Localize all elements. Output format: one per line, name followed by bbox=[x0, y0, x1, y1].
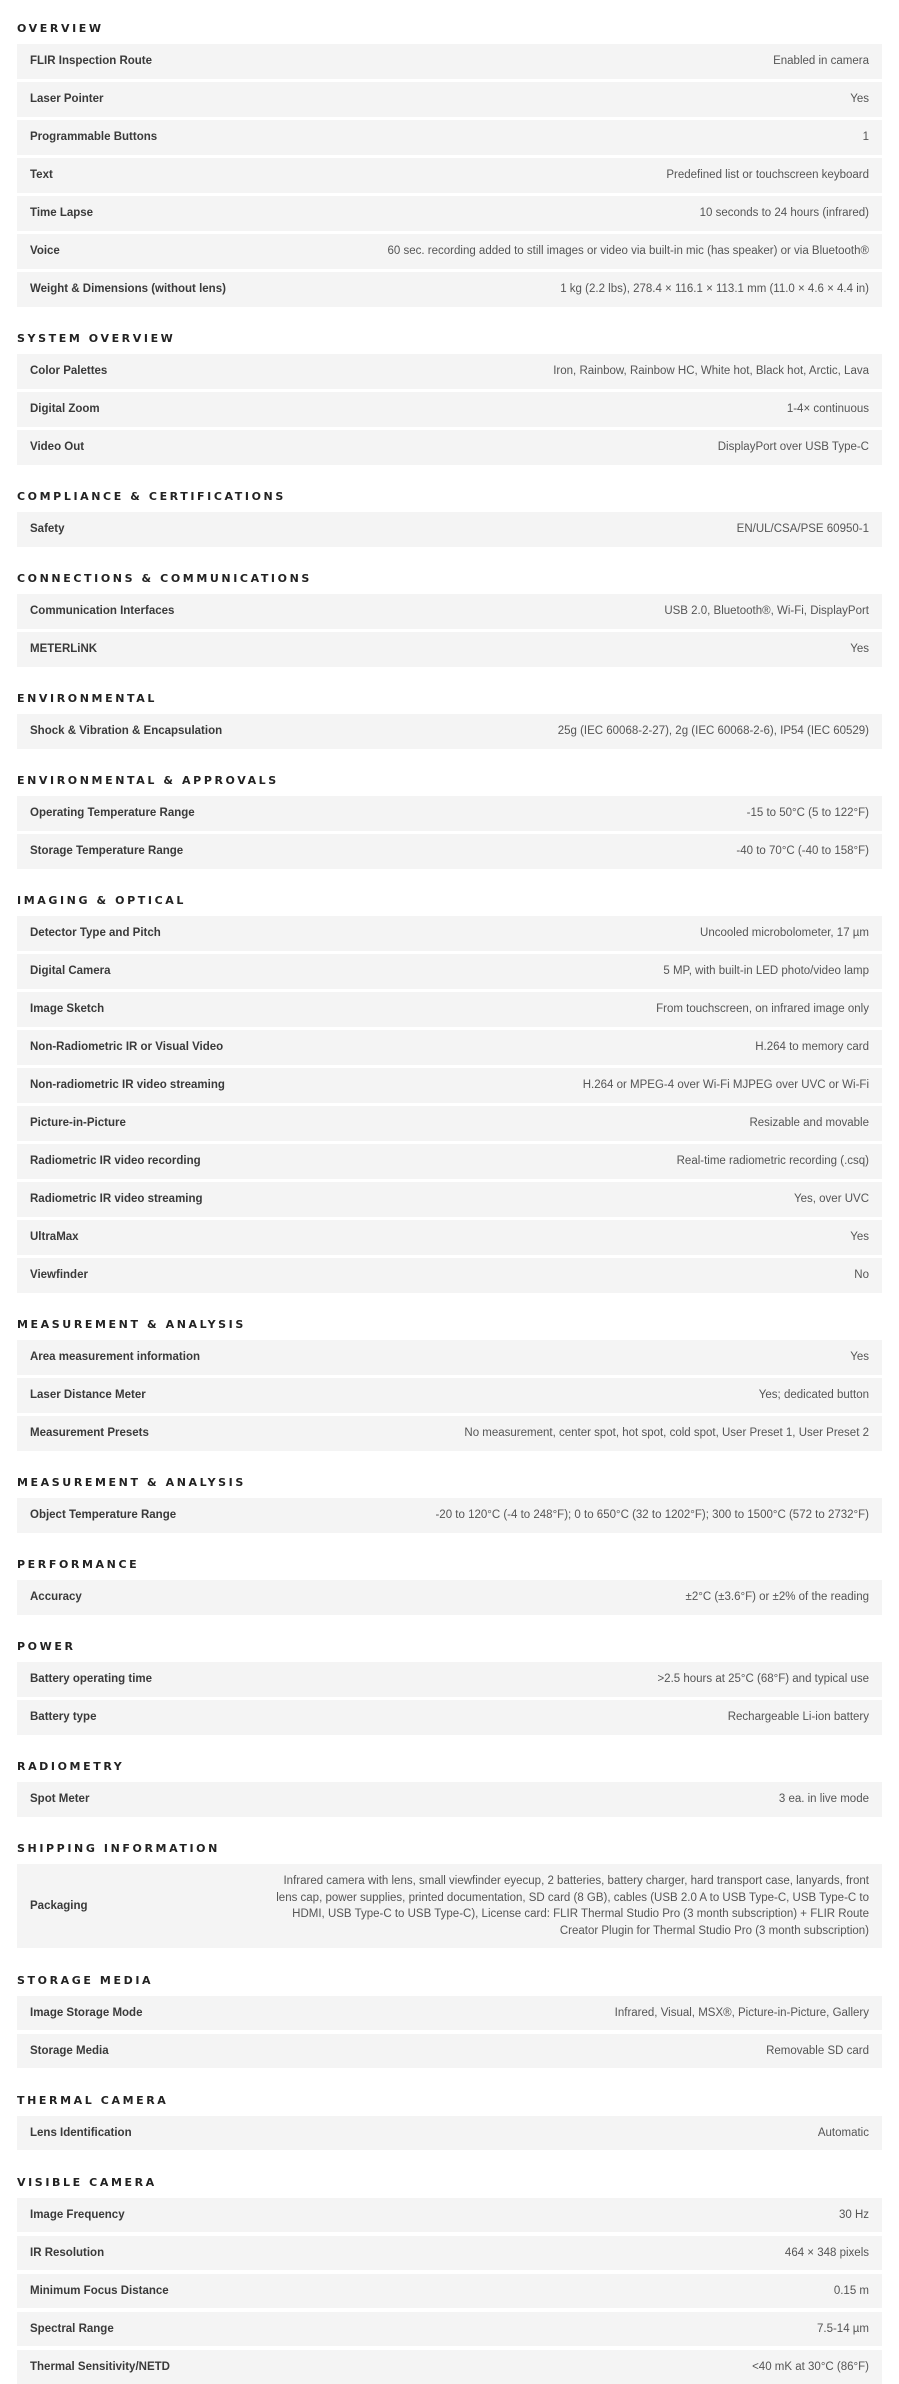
spec-section-connections-and-communications bbox=[17, 550, 882, 667]
spec-label: FLIR Inspection Route bbox=[30, 46, 152, 76]
spec-value: 5 MP, with built-in LED photo/video lamp bbox=[111, 954, 869, 989]
spec-value: EN/UL/CSA/PSE 60950-1 bbox=[65, 512, 869, 547]
spec-label: Packaging bbox=[30, 1891, 88, 1921]
spec-row-programmable-buttons bbox=[17, 120, 882, 155]
spec-label: Text bbox=[30, 160, 53, 190]
spec-value: 1 kg (2.2 lbs), 278.4 × 116.1 × 113.1 mm (11.0 × 4.6 × 4.4 in) bbox=[226, 272, 869, 307]
spec-label: Area measurement information bbox=[30, 1342, 200, 1372]
spec-row-radiometric-ir-video-recording bbox=[17, 1144, 882, 1179]
spec-row-laser-pointer bbox=[17, 82, 882, 117]
section-title: SYSTEM OVERVIEW bbox=[17, 310, 882, 354]
spec-value: >2.5 hours at 25°C (68°F) and typical use bbox=[152, 1662, 869, 1697]
spec-value: DisplayPort over USB Type-C bbox=[84, 430, 869, 465]
spec-value: Automatic bbox=[132, 2116, 869, 2151]
spec-row-meterlink bbox=[17, 632, 882, 667]
spec-section-shipping-information bbox=[17, 1820, 882, 1948]
spec-value: Enabled in camera bbox=[152, 44, 869, 79]
spec-value: 1 bbox=[157, 120, 869, 155]
spec-section-thermal-camera bbox=[17, 2072, 882, 2151]
spec-label: Minimum Focus Distance bbox=[30, 2276, 169, 2306]
spec-row-lens-identification bbox=[17, 2116, 882, 2151]
spec-row-image-storage-mode bbox=[17, 1996, 882, 2031]
spec-label: Accuracy bbox=[30, 1582, 82, 1612]
spec-value: 7.5-14 µm bbox=[114, 2312, 869, 2347]
spec-value: Yes, over UVC bbox=[203, 1182, 869, 1217]
spec-value: 1-4× continuous bbox=[100, 392, 869, 427]
spec-label: METERLiNK bbox=[30, 634, 97, 664]
spec-value: Real-time radiometric recording (.csq) bbox=[201, 1144, 869, 1179]
spec-value: Infrared, Visual, MSX®, Picture-in-Picture, Gallery bbox=[142, 1996, 869, 2031]
spec-section-performance bbox=[17, 1536, 882, 1615]
spec-label: Weight & Dimensions (without lens) bbox=[30, 274, 226, 304]
spec-row-communication-interfaces bbox=[17, 594, 882, 629]
spec-value: Infrared camera with lens, small viewfinder eyecup, 2 batteries, battery charger, hard transport case, lanyards, front lens cap, power supplies, printed documentation, SD card (8 GB), cables (USB 2.0 A to USB Type-C, USB Type-C to HDMI, USB Type-C to USB Type-C), License card: FLIR Thermal Studio Pro (3 month subscription) + FLIR Route Creator Plugin for Thermal Studio Pro (3 month subscription) bbox=[245, 1864, 869, 1948]
spec-row-ultramax bbox=[17, 1220, 882, 1255]
spec-value: USB 2.0, Bluetooth®, Wi-Fi, DisplayPort bbox=[174, 594, 869, 629]
spec-value: No measurement, center spot, hot spot, cold spot, User Preset 1, User Preset 2 bbox=[149, 1416, 869, 1451]
spec-value: 0.15 m bbox=[169, 2274, 869, 2309]
spec-row-laser-distance-meter bbox=[17, 1378, 882, 1413]
spec-value: Iron, Rainbow, Rainbow HC, White hot, Black hot, Arctic, Lava bbox=[107, 354, 869, 389]
spec-label: Laser Pointer bbox=[30, 84, 104, 114]
section-title: COMPLIANCE & CERTIFICATIONS bbox=[17, 468, 882, 512]
spec-label: Image Frequency bbox=[30, 2200, 125, 2230]
spec-value: -40 to 70°C (-40 to 158°F) bbox=[183, 834, 869, 869]
spec-label: Digital Zoom bbox=[30, 394, 100, 424]
spec-label: Safety bbox=[30, 514, 65, 544]
spec-section-radiometry bbox=[17, 1738, 882, 1817]
spec-value: 30 Hz bbox=[125, 2198, 869, 2233]
spec-row-battery-type bbox=[17, 1700, 882, 1735]
spec-section-system-overview bbox=[17, 310, 882, 465]
spec-row-weight-and-dimensions-without-lens bbox=[17, 272, 882, 307]
spec-label: Non-Radiometric IR or Visual Video bbox=[30, 1032, 223, 1062]
spec-value: Uncooled microbolometer, 17 µm bbox=[161, 916, 869, 951]
spec-label: Image Sketch bbox=[30, 994, 104, 1024]
spec-value: H.264 to memory card bbox=[223, 1030, 869, 1065]
spec-row-spot-meter bbox=[17, 1782, 882, 1817]
spec-row-viewfinder bbox=[17, 1258, 882, 1293]
section-title: MEASUREMENT & ANALYSIS bbox=[17, 1454, 882, 1498]
section-title: ENVIRONMENTAL bbox=[17, 670, 882, 714]
spec-section-visible-camera bbox=[17, 2154, 882, 2384]
spec-label: Video Out bbox=[30, 432, 84, 462]
spec-row-operating-temperature-range bbox=[17, 796, 882, 831]
spec-label: Battery operating time bbox=[30, 1664, 152, 1694]
spec-value: -15 to 50°C (5 to 122°F) bbox=[195, 796, 869, 831]
spec-value: <40 mK at 30°C (86°F) bbox=[170, 2350, 869, 2384]
spec-value: Rechargeable Li-ion battery bbox=[96, 1700, 869, 1735]
spec-row-thermal-sensitivity-netd bbox=[17, 2350, 882, 2384]
spec-section-compliance-and-certifications bbox=[17, 468, 882, 547]
spec-label: Image Storage Mode bbox=[30, 1998, 142, 2028]
section-title: THERMAL CAMERA bbox=[17, 2072, 882, 2116]
spec-value: -20 to 120°C (-4 to 248°F); 0 to 650°C (32 to 1202°F); 300 to 1500°C (572 to 2732°F) bbox=[176, 1498, 869, 1533]
spec-row-measurement-presets bbox=[17, 1416, 882, 1451]
spec-row-safety bbox=[17, 512, 882, 547]
section-title: IMAGING & OPTICAL bbox=[17, 872, 882, 916]
spec-label: UltraMax bbox=[30, 1222, 79, 1252]
spec-row-area-measurement-information bbox=[17, 1340, 882, 1375]
spec-value: Yes bbox=[97, 632, 869, 667]
spec-section-environmental-and-approvals bbox=[17, 752, 882, 869]
spec-row-minimum-focus-distance bbox=[17, 2274, 882, 2309]
spec-section-overview bbox=[17, 0, 882, 307]
spec-value: Predefined list or touchscreen keyboard bbox=[53, 158, 869, 193]
spec-row-packaging bbox=[17, 1864, 882, 1948]
spec-label: Measurement Presets bbox=[30, 1418, 149, 1448]
spec-label: Radiometric IR video streaming bbox=[30, 1184, 203, 1214]
spec-label: Programmable Buttons bbox=[30, 122, 157, 152]
spec-value: Yes bbox=[79, 1220, 869, 1255]
spec-row-color-palettes bbox=[17, 354, 882, 389]
spec-label: Communication Interfaces bbox=[30, 596, 174, 626]
spec-label: Time Lapse bbox=[30, 198, 93, 228]
section-title: STORAGE MEDIA bbox=[17, 1952, 882, 1996]
spec-row-image-sketch bbox=[17, 992, 882, 1027]
section-title: VISIBLE CAMERA bbox=[17, 2154, 882, 2198]
spec-value: 3 ea. in live mode bbox=[89, 1782, 869, 1817]
spec-row-battery-operating-time bbox=[17, 1662, 882, 1697]
spec-value: Resizable and movable bbox=[126, 1106, 869, 1141]
spec-label: Detector Type and Pitch bbox=[30, 918, 161, 948]
spec-label: IR Resolution bbox=[30, 2238, 104, 2268]
spec-value: 60 sec. recording added to still images or video via built-in mic (has speaker) or via Bluetooth® bbox=[60, 234, 869, 269]
spec-label: Spectral Range bbox=[30, 2314, 114, 2344]
section-title: ENVIRONMENTAL & APPROVALS bbox=[17, 752, 882, 796]
spec-value: Removable SD card bbox=[109, 2034, 869, 2069]
section-title: RADIOMETRY bbox=[17, 1738, 882, 1782]
spec-value: H.264 or MPEG-4 over Wi-Fi MJPEG over UVC or Wi-Fi bbox=[225, 1068, 869, 1103]
spec-label: Shock & Vibration & Encapsulation bbox=[30, 716, 222, 746]
spec-label: Voice bbox=[30, 236, 60, 266]
spec-row-storage-temperature-range bbox=[17, 834, 882, 869]
spec-row-image-frequency bbox=[17, 2198, 882, 2233]
spec-label: Operating Temperature Range bbox=[30, 798, 195, 828]
section-title: MEASUREMENT & ANALYSIS bbox=[17, 1296, 882, 1340]
spec-label: Radiometric IR video recording bbox=[30, 1146, 201, 1176]
section-title: CONNECTIONS & COMMUNICATIONS bbox=[17, 550, 882, 594]
spec-value: 10 seconds to 24 hours (infrared) bbox=[93, 196, 869, 231]
spec-label: Battery type bbox=[30, 1702, 96, 1732]
spec-label: Spot Meter bbox=[30, 1784, 89, 1814]
spec-label: Lens Identification bbox=[30, 2118, 132, 2148]
spec-label: Color Palettes bbox=[30, 356, 107, 386]
section-title: OVERVIEW bbox=[17, 0, 882, 44]
spec-row-radiometric-ir-video-streaming bbox=[17, 1182, 882, 1217]
spec-row-video-out bbox=[17, 430, 882, 465]
spec-label: Storage Temperature Range bbox=[30, 836, 183, 866]
spec-row-flir-inspection-route bbox=[17, 44, 882, 79]
spec-row-detector-type-and-pitch bbox=[17, 916, 882, 951]
spec-row-time-lapse bbox=[17, 196, 882, 231]
spec-row-text bbox=[17, 158, 882, 193]
spec-row-voice bbox=[17, 234, 882, 269]
spec-section-environmental bbox=[17, 670, 882, 749]
spec-value: Yes bbox=[104, 82, 870, 117]
spec-row-storage-media bbox=[17, 2034, 882, 2069]
spec-section-imaging-and-optical bbox=[17, 872, 882, 1293]
spec-label: Digital Camera bbox=[30, 956, 111, 986]
spec-label: Non-radiometric IR video streaming bbox=[30, 1070, 225, 1100]
spec-row-picture-in-picture bbox=[17, 1106, 882, 1141]
spec-row-non-radiometric-ir-or-visual-video bbox=[17, 1030, 882, 1065]
spec-value: 25g (IEC 60068-2-27), 2g (IEC 60068-2-6), IP54 (IEC 60529) bbox=[222, 714, 869, 749]
section-title: POWER bbox=[17, 1618, 882, 1662]
spec-label: Picture-in-Picture bbox=[30, 1108, 126, 1138]
spec-section-power bbox=[17, 1618, 882, 1735]
spec-section-measurement-and-analysis bbox=[17, 1296, 882, 1451]
spec-value: Yes bbox=[200, 1340, 869, 1375]
spec-label: Object Temperature Range bbox=[30, 1500, 176, 1530]
spec-row-shock-and-vibration-and-encapsulation bbox=[17, 714, 882, 749]
spec-label: Laser Distance Meter bbox=[30, 1380, 146, 1410]
section-title: SHIPPING INFORMATION bbox=[17, 1820, 882, 1864]
section-title: PERFORMANCE bbox=[17, 1536, 882, 1580]
spec-value: ±2°C (±3.6°F) or ±2% of the reading bbox=[82, 1580, 869, 1615]
spec-value: From touchscreen, on infrared image only bbox=[104, 992, 869, 1027]
spec-value: No bbox=[88, 1258, 869, 1293]
spec-section-storage-media bbox=[17, 1952, 882, 2069]
spec-row-object-temperature-range bbox=[17, 1498, 882, 1533]
spec-row-digital-zoom bbox=[17, 392, 882, 427]
spec-value: Yes; dedicated button bbox=[146, 1378, 869, 1413]
spec-row-non-radiometric-ir-video-streaming bbox=[17, 1068, 882, 1103]
spec-label: Storage Media bbox=[30, 2036, 109, 2066]
spec-value: 464 × 348 pixels bbox=[104, 2236, 869, 2271]
spec-row-accuracy bbox=[17, 1580, 882, 1615]
spec-row-ir-resolution bbox=[17, 2236, 882, 2271]
spec-label: Viewfinder bbox=[30, 1260, 88, 1290]
spec-section-measurement-and-analysis bbox=[17, 1454, 882, 1533]
spec-row-spectral-range bbox=[17, 2312, 882, 2347]
spec-row-digital-camera bbox=[17, 954, 882, 989]
spec-label: Thermal Sensitivity/NETD bbox=[30, 2352, 170, 2382]
